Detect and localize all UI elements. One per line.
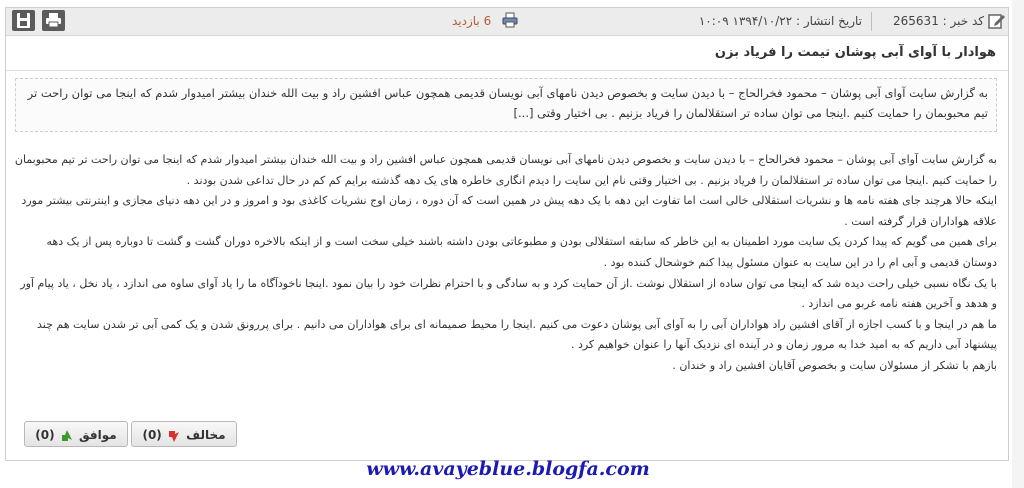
- agree-label: موافق: [78, 428, 117, 442]
- article-paragraph: برای همین می گویم که پیدا کردن یک سایت مورد اطمینان به این خاطر که سابقه استقلالی بودن و مطبوعاتی بودن داشته باشند خیلی سخت است و از اینکه بالاخره دوران گشت و گشت تا دوباره پس از یک دهه دوستان قدیمی و آبی ام را در این سایت به عنوان مسئول پیدا کنم خوشحال کننده بود .: [46, 235, 997, 269]
- article-paragraph: اینکه حالا هرچند جای هفته نامه ها و نشریات استقلالی خالی است اما تفاوت این دهه با یک دهه پیش در همین است که آن دوره ، زمان اوج نشریات کاغذی بود و امروز و در این دهه دنیای مجازی و اینترنتی بیشتر مورد علاقه هواداران قرار گرفته است .: [21, 194, 997, 228]
- agree-button[interactable]: [24, 421, 128, 447]
- floppy-icon: [12, 10, 35, 31]
- article-paragraph: با یک نگاه نسبی خیلی راحت دیده شد که اینجا می توان ساده از استقلال نوشت .از آن حمایت کرد و به سادگی و با احترام نظرات خود را بیان نمود .اینجا ناخودآگاه ما را یاد آوای ساوه می اندازد ، یاد نخل ، یاد پیام آور و هدهد و آخرین هفته نامه غربو می اندازد .: [20, 276, 997, 311]
- article-paragraph: به گزارش سایت آوای آبی پوشان – محمود فخرالحاج – با دیدن سایت و بخصوص دیدن نامهای آبی نویسان قدیمی همچون عباس افشین راد و بیت الله خندان بیشتر امیدوار شدم که اینجا می توان راحت تر تیم محبوبمان را حمایت کنیم .اینجا می توان ساده تر استقلالمان را فریاد بزنیم . بی اختیار وقتی نام این سایت را دیدم انگاری خاطره های یک دهه گذشته برایم کم کم در حال تداعی شدن بودند .: [14, 153, 997, 187]
- article-title: هوادار با آوای آبی پوشان تیمت را فریاد بزن: [714, 45, 996, 60]
- page-scrollbar[interactable]: [1012, 0, 1024, 488]
- save-button[interactable]: [12, 10, 35, 31]
- thumbs-down-icon: [166, 428, 182, 444]
- agree-count: (0): [35, 428, 55, 442]
- title-bar: [6, 36, 1008, 71]
- article-paragraph: بازهم با تشکر از مسئولان سایت و بخصوص آقایان افشین راد و خندان .: [672, 358, 997, 372]
- meta-divider: [871, 12, 872, 31]
- news-meta-bar: [6, 8, 1008, 36]
- visit-count: 6 بازدید: [452, 14, 492, 28]
- news-panel: [5, 7, 1009, 461]
- disagree-count: (0): [142, 428, 162, 442]
- disagree-button[interactable]: [131, 421, 237, 447]
- site-url-watermark: www.avayeblue.blogfa.com: [366, 458, 650, 480]
- print-button[interactable]: [42, 10, 65, 31]
- publish-date: تاریخ انتشار : ۱۳۹۴/۱۰/۲۲ ۱۰:۰۹: [698, 14, 862, 28]
- edit-icon[interactable]: [988, 12, 1006, 30]
- news-code: کد خبر : 265631: [893, 14, 984, 28]
- thumbs-up-icon: [59, 428, 75, 444]
- disagree-label: مخالف: [186, 428, 226, 442]
- printer-icon[interactable]: [502, 12, 518, 28]
- article-paragraph: ما هم در اینجا و با کسب اجازه از آقای افشین راد هواداران آبی را به آوای آبی پوشان دعوت می کنیم .اینجا را محیط صمیمانه ای برای هواداران می دانیم . برای پررونق شدن و یک کمی آبی تر شدن سایت هم چند پیشنهاد آبی داریم که به امید خدا به مرور زمان و در آینده ای نزدیک آنها را عنوان خواهیم کرد .: [36, 317, 997, 352]
- article-summary: به گزارش سایت آوای آبی پوشان – محمود فخرالحاج – با دیدن سایت و بخصوص دیدن نامهای آبی نویسان قدیمی همچون عباس افشین راد و بیت الله خندان بیشتر امیدوار شدم که اینجا می توان راحت تر تیم محبوبمان را حمایت کنیم .اینجا می توان ساده تر استقلالمان را فریاد بزنیم . بی اختیار وقتی [...]: [15, 78, 997, 132]
- printer-icon: [42, 10, 65, 31]
- article-body: [12, 150, 997, 377]
